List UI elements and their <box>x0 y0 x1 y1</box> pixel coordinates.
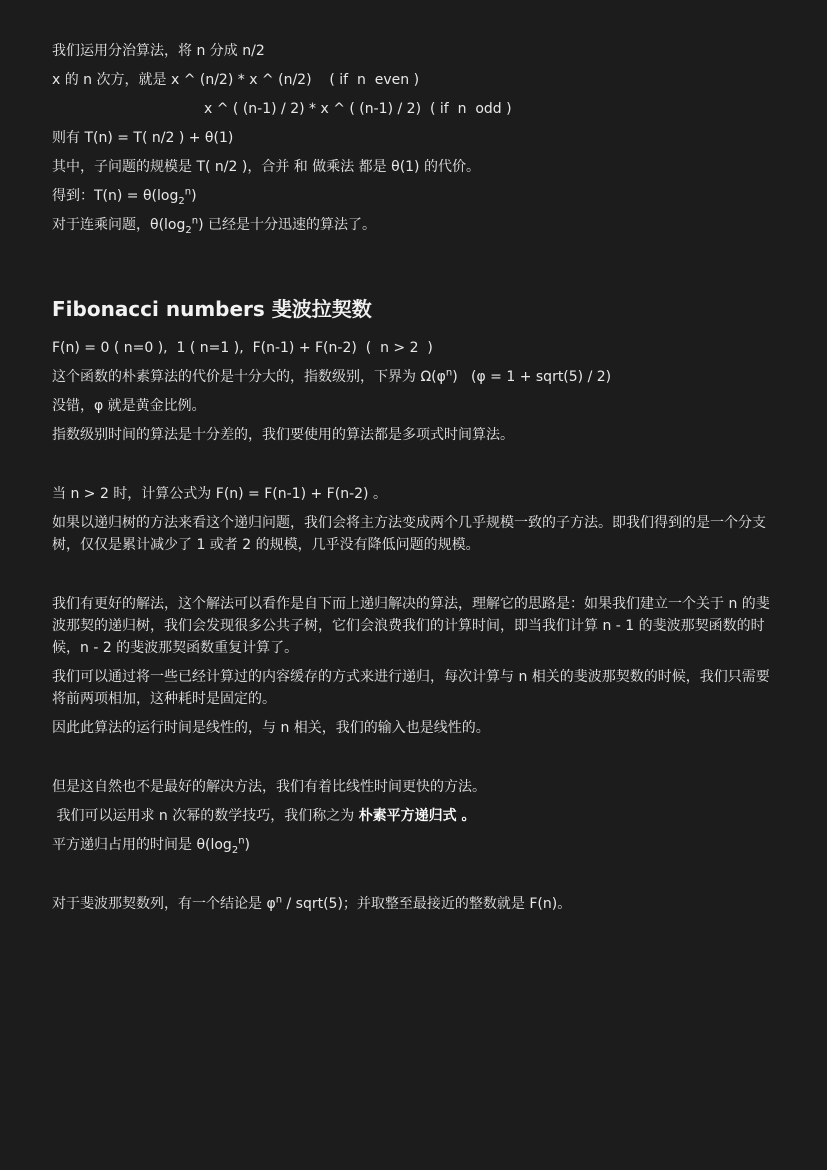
paragraph-squaring-technique <box>52 805 777 827</box>
spacer <box>52 563 777 593</box>
phi-exponent: n <box>275 894 283 906</box>
paragraph-recursion-tree: 如果以递归树的方法来看这个递归问题，我们会将主方法变成两个几乎规模一致的子方法。即我们得到的是一个分支树，仅仅是累计减少了 1 或者 2 的规模，几乎没有降低问题的规模。 <box>52 515 766 553</box>
paragraph-recurrence: 则有 T(n) = T( n/2 ) + θ(1) <box>52 130 234 146</box>
paragraph-golden-ratio: 没错，φ 就是黄金比例。 <box>52 398 206 414</box>
fast-text: 对于连乘问题，θ(log <box>52 217 186 233</box>
squaring-text: 我们可以运用求 n 次幂的数学技巧，我们称之为 <box>52 808 359 824</box>
paragraph-linear-time: 因此此算法的运行时间是线性的，与 n 相关，我们的输入也是线性的。 <box>52 720 490 736</box>
spacer <box>52 746 777 776</box>
fast-text-end: ) 已经是十分迅速的算法了。 <box>198 217 377 233</box>
spacer <box>52 243 777 295</box>
log-exponent: n <box>238 835 245 847</box>
closed-form-end: / sqrt(5)；并取整至最接近的整数就是 F(n)。 <box>282 896 572 912</box>
log-exponent: n <box>191 215 199 227</box>
paragraph-fib-definition: F(n) = 0 ( n=0 ), 1 ( n=1 ), F(n-1) + F(n-2) ( n > 2 ) <box>52 340 433 356</box>
naive-cost-text: 这个函数的朴素算法的代价是十分大的，指数级别，下界为 Ω(φ <box>52 369 446 385</box>
spacer <box>52 863 777 893</box>
paragraph-better-method: 但是这自然也不是最好的解决方法，我们有着比线性时间更快的方法。 <box>52 779 486 795</box>
paragraph-closed-form <box>52 893 777 915</box>
paragraph-result <box>52 185 777 207</box>
paragraph-subproblem: 其中，子问题的规模是 T( n/2 )，合并 和 做乘法 都是 θ(1) 的代价。 <box>52 159 480 175</box>
paragraph-memoization: 我们可以通过将一些已经计算过的内容缓存的方式来进行递归，每次计算与 n 相关的斐波那契数的时候，我们只需要将前两项相加，这种耗时是固定的。 <box>52 669 770 707</box>
spacer <box>52 453 777 483</box>
phi-exponent: n <box>445 367 453 379</box>
squaring-time-end: ) <box>244 837 251 853</box>
squaring-term: 朴素平方递归式 。 <box>358 808 476 824</box>
squaring-time-text: 平方递归占用的时间是 θ(log <box>52 837 232 853</box>
result-close: ) <box>191 188 197 204</box>
paragraph-power-even: x 的 n 次方，就是 x ^ (n/2) * x ^ (n/2) ( if n even ) <box>52 72 420 88</box>
paragraph-formula: 当 n > 2 时，计算公式为 F(n) = F(n-1) + F(n-2) 。 <box>52 486 387 502</box>
log-base: 2 <box>178 195 185 207</box>
paragraph-bottom-up: 我们有更好的解法，这个解法可以看作是自下而上递归解决的算法，理解它的思路是：如果我们建立一个关于 n 的斐波那契的递归树，我们会发现很多公共子树，它们会浪费我们的计算时间，即当我们计算 n - 1 的斐波那契函数的时候，n - 2 的斐波那契函数重复计算了。 <box>52 596 770 656</box>
log-exponent: n <box>184 186 192 198</box>
naive-cost-end: ) (φ = 1 + sqrt(5) / 2) <box>452 369 612 385</box>
document-page <box>52 40 777 922</box>
closed-form-text: 对于斐波那契数列，有一个结论是 φ <box>52 896 276 912</box>
result-text: 得到：T(n) = θ(log <box>52 188 179 204</box>
paragraph-exponential-bad: 指数级别时间的算法是十分差的，我们要使用的算法都是多项式时间算法。 <box>52 427 514 443</box>
log-base: 2 <box>231 844 239 856</box>
paragraph-squaring-time <box>52 834 777 856</box>
paragraph-power-odd: x ^ ( (n-1) / 2) * x ^ ( (n-1) / 2) ( if n odd ) <box>204 101 512 117</box>
paragraph-naive-cost <box>52 366 777 388</box>
section-heading-fibonacci: Fibonacci numbers 斐波拉契数 <box>52 297 372 321</box>
log-base: 2 <box>185 224 192 236</box>
paragraph-divide-conquer: 我们运用分治算法，将 n 分成 n/2 <box>52 43 265 59</box>
paragraph-fast-algorithm <box>52 214 777 236</box>
